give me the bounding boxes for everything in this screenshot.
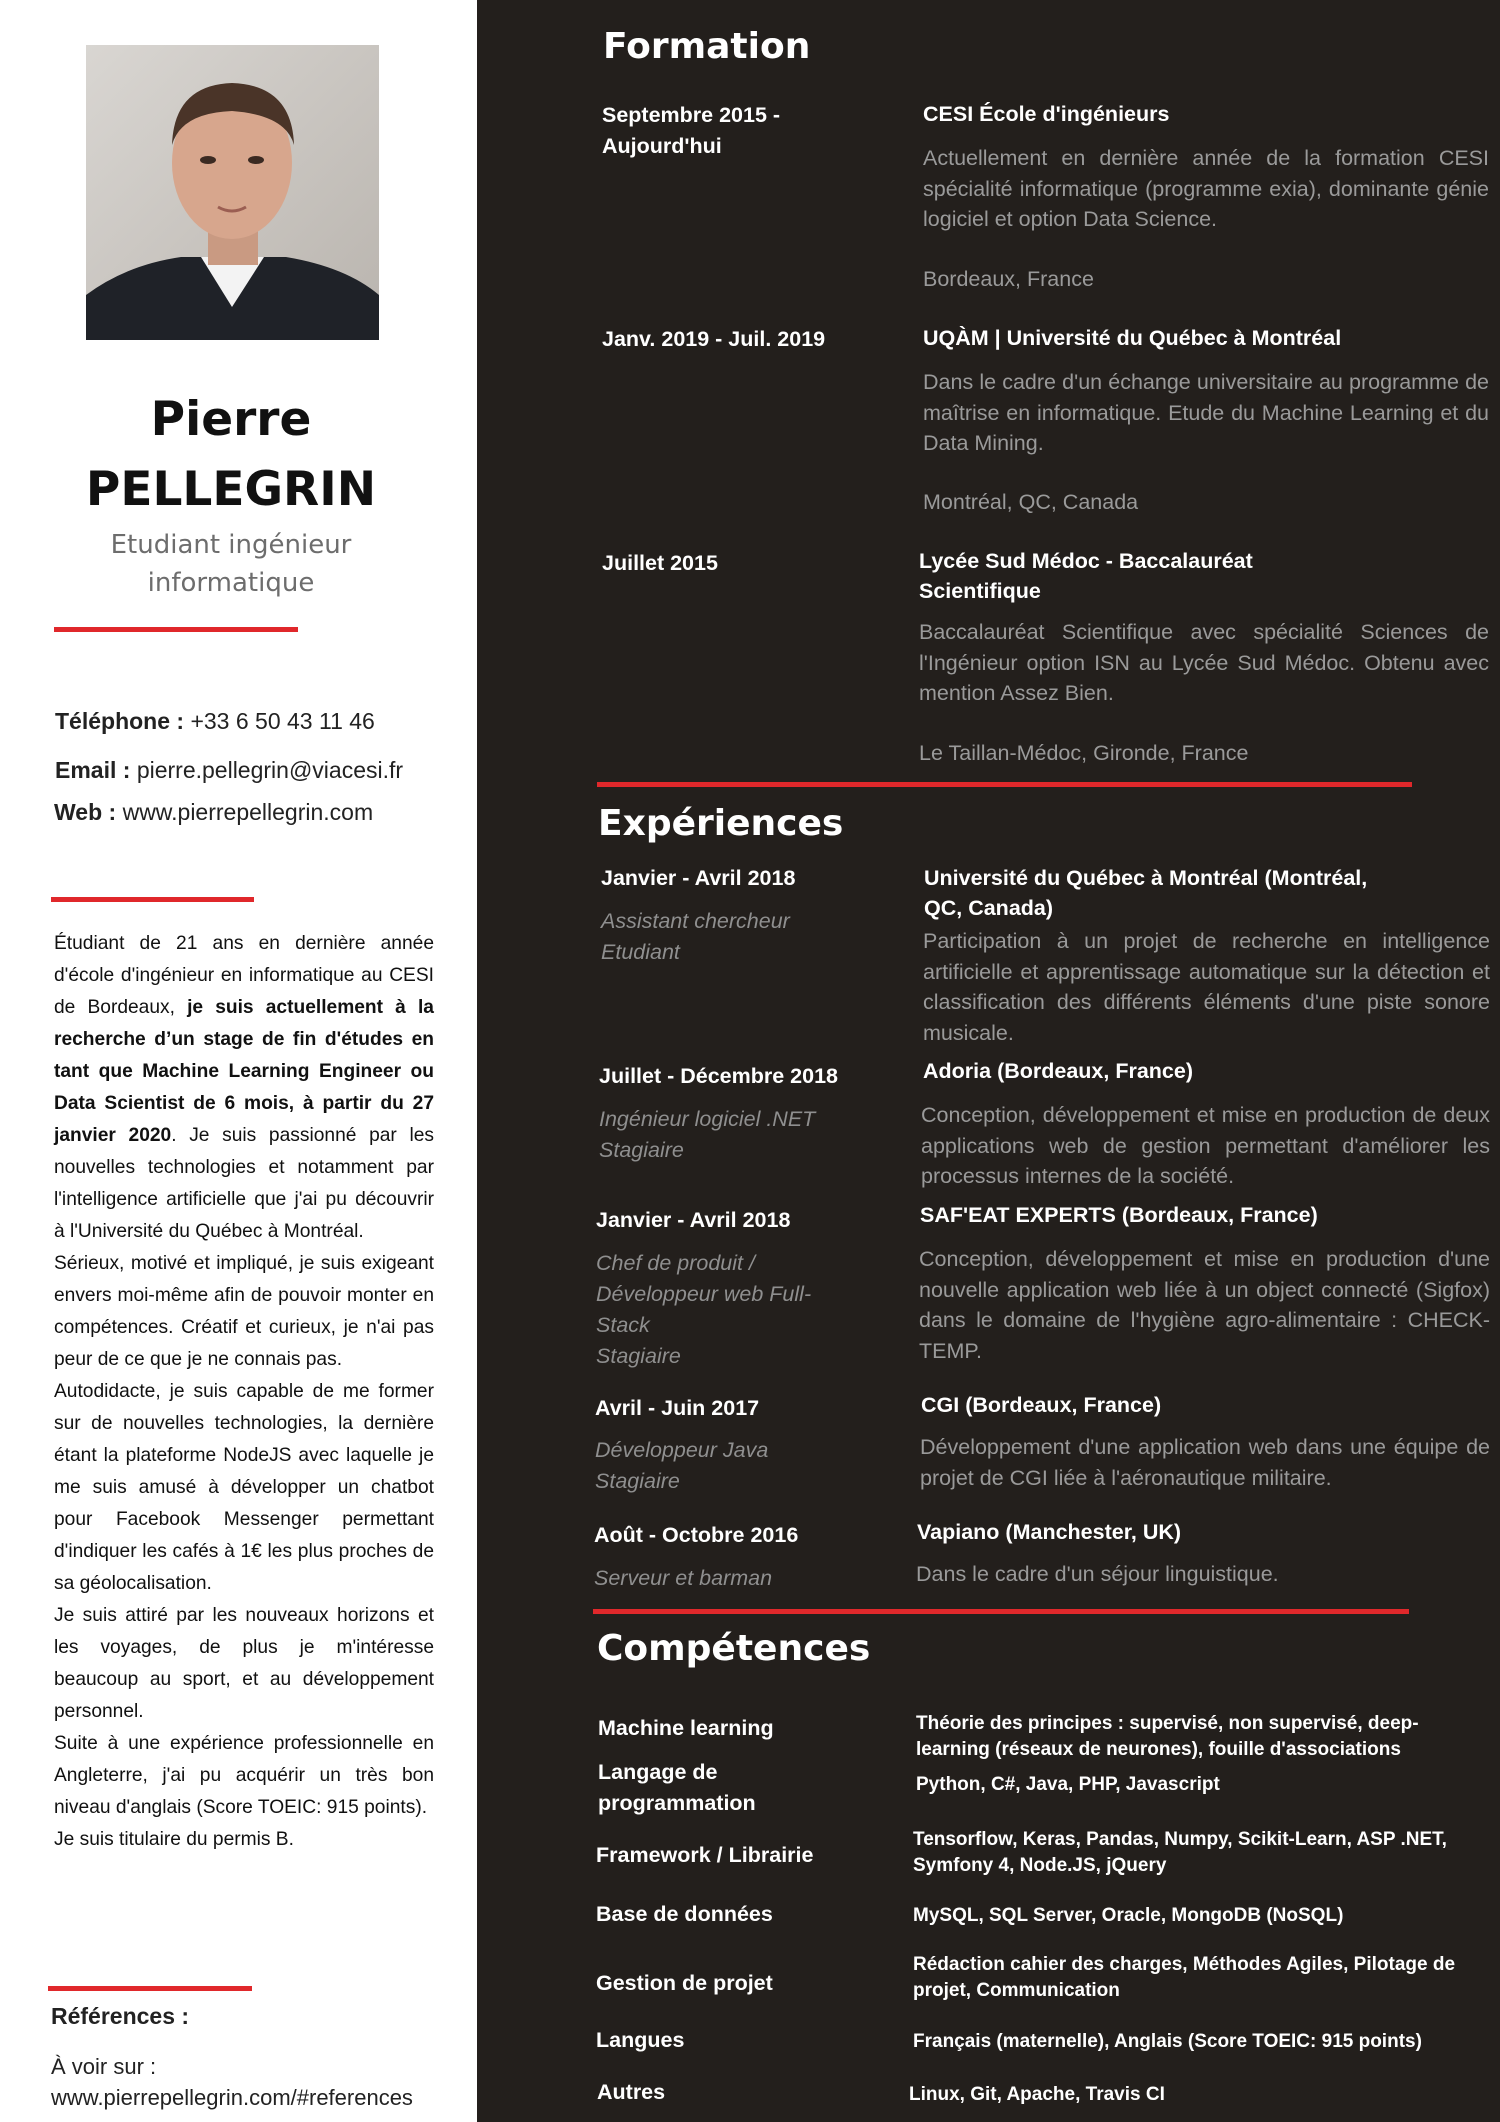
formation-institution: CESI École d'ingénieurs	[923, 102, 1170, 126]
skill-value: Python, C#, Java, PHP, Javascript	[916, 1774, 1220, 1795]
formation-location: Bordeaux, France	[923, 267, 1094, 291]
section-divider	[597, 782, 1412, 787]
skill-label: Machine learning	[598, 1716, 774, 1740]
skill-label: Langues	[596, 2028, 685, 2052]
skill-label: Autres	[597, 2080, 666, 2104]
formation-date: Septembre 2015 - Aujourd'hui	[602, 103, 781, 158]
formation-description: Actuellement en dernière année de la formation CESI spécialité informatique (programme exia), dominante génie logiciel et option Data Science.	[923, 146, 1489, 231]
skill-label: Langage de programmation	[598, 1760, 756, 1815]
formation-description: Baccalauréat Scientifique avec spécialité Sciences de l'Ingénieur option ISN au Lycée Sud Médoc. Obtenu avec mention Assez Bien.	[919, 620, 1489, 705]
references-title: Références :	[51, 2003, 190, 2029]
skill-value: MySQL, SQL Server, Oracle, MongoDB (NoSQL)	[913, 1905, 1344, 1926]
experience-description: Conception, développement et mise en production d'une nouvelle application web liée à un object connecté (Sigfox) dans le domaine de l'hygiène agro-alimentaire : CHECK-TEMP.	[919, 1247, 1490, 1363]
divider	[51, 897, 254, 902]
formation-institution: Lycée Sud Médoc - Baccalauréat Scientifique	[919, 549, 1253, 603]
profile-photo	[86, 45, 379, 340]
formation-description: Dans le cadre d'un échange universitaire au programme de maîtrise en informatique. Etude du Machine Learning et du Data Mining.	[923, 370, 1489, 455]
bio-paragraph: Je suis attiré par les nouveaux horizons et les voyages, de plus je m'intéresse beaucoup au sport, et au développement personnel.	[54, 1605, 434, 1722]
main-content	[477, 0, 1500, 2122]
web-link[interactable]: www.pierrepellegrin.com	[122, 799, 374, 825]
experience-description: Dans le cadre d'un séjour linguistique.	[916, 1562, 1279, 1586]
sidebar	[0, 0, 477, 2122]
experience-description: Conception, développement et mise en production de deux applications web de gestion permettant d'améliorer les processus internes de la société.	[921, 1103, 1490, 1188]
experience-role: Chef de produit / Développeur web Full- Stack Stagiaire	[596, 1251, 812, 1368]
experience-role: Développeur Java Stagiaire	[595, 1438, 769, 1493]
formation-date: Janv. 2019 - Juil. 2019	[602, 327, 826, 351]
email-label: Email :	[55, 757, 131, 783]
experience-date: Janvier - Avril 2018	[601, 866, 796, 890]
experience-role: Serveur et barman	[594, 1566, 773, 1590]
section-title-formation: Formation	[603, 26, 811, 67]
bio-paragraph: Autodidacte, je suis capable de me former sur de nouvelles technologies, la dernière étant la plateforme NodeJS avec laquelle je me suis amusé à développer un chatbot pour Facebook Messenger permettant d'indiquer les cafés à 1€ les plus proches de sa géolocalisation.	[54, 1381, 434, 1594]
job-title-line2: informatique	[147, 568, 315, 598]
skill-label: Framework / Librairie	[596, 1843, 814, 1867]
section-title-competences: Compétences	[597, 1628, 871, 1669]
divider	[48, 1986, 252, 1991]
experience-organization: SAF'EAT EXPERTS (Bordeaux, France)	[920, 1203, 1318, 1227]
experience-date: Juillet - Décembre 2018	[599, 1064, 839, 1088]
web-row	[54, 799, 373, 826]
phone-row	[55, 708, 375, 735]
formation-institution: UQÀM | Université du Québec à Montréal	[923, 326, 1342, 350]
skill-value: Tensorflow, Keras, Pandas, Numpy, Scikit-Learn, ASP .NET, Symfony 4, Node.JS, jQuery	[913, 1829, 1447, 1876]
experience-role: Ingénieur logiciel .NET Stagiaire	[599, 1107, 816, 1162]
skill-value: Rédaction cahier des charges, Méthodes Agiles, Pilotage de projet, Communication	[913, 1954, 1456, 2001]
experience-date: Août - Octobre 2016	[594, 1523, 799, 1547]
formation-date: Juillet 2015	[602, 551, 718, 575]
experience-date: Janvier - Avril 2018	[596, 1208, 791, 1232]
experience-organization: Vapiano (Manchester, UK)	[917, 1520, 1182, 1544]
web-label: Web :	[54, 799, 117, 825]
references-link[interactable]: www.pierrepellegrin.com/#references	[51, 2085, 413, 2110]
experience-organization: CGI (Bordeaux, France)	[921, 1393, 1162, 1417]
skill-value: Théorie des principes : supervisé, non supervisé, deep- learning (réseaux de neurones), fouille d'associations	[916, 1713, 1419, 1760]
experience-role: Assistant chercheur Etudiant	[601, 909, 790, 964]
first-name: Pierre	[150, 392, 312, 447]
skill-label: Base de données	[596, 1902, 773, 1926]
phone-label: Téléphone :	[55, 708, 185, 734]
experience-description: Développement d'une application web dans une équipe de projet de CGI liée à l'aéronautique militaire.	[920, 1435, 1490, 1490]
skill-value: Linux, Git, Apache, Travis CI	[909, 2084, 1165, 2105]
formation-location: Montréal, QC, Canada	[923, 490, 1139, 514]
email-row	[55, 757, 403, 784]
experience-date: Avril - Juin 2017	[595, 1396, 760, 1420]
skill-label: Gestion de projet	[596, 1971, 773, 1995]
bio-paragraph: Suite à une expérience professionnelle en Angleterre, j'ai pu acquérir un très bon niveau d'anglais (Score TOEIC: 915 points).	[54, 1733, 434, 1818]
bio-paragraph: Étudiant de 21 ans en dernière année d'école d'ingénieur en informatique au CESI de Bordeaux, je suis actuellement à la recherche d’un stage de fin d'études en tant que Machine Learning Engineer ou Data Scientist de 6 mois, à partir du 27 janvier 2020. Je suis passionné par les nouvelles technologies et notamment par l'intelligence artificielle que j'ai pu découvrir à l'Université du Québec à Montréal.	[54, 933, 434, 1242]
bio-paragraph: Sérieux, motivé et impliqué, je suis exigeant envers moi-même afin de pouvoir monter en compétences. Créatif et curieux, je n'ai pas peur de ce que je ne connais pas.	[54, 1253, 434, 1370]
experience-description: Participation à un projet de recherche en intelligence artificielle et apprentissage automatique sur la détection et classification des différents éléments d'une piste sonore musicale.	[923, 929, 1490, 1045]
job-title-line1: Etudiant ingénieur	[110, 530, 352, 560]
experience-organization: Adoria (Bordeaux, France)	[923, 1059, 1193, 1083]
last-name: PELLEGRIN	[85, 462, 377, 517]
formation-location: Le Taillan-Médoc, Gironde, France	[919, 741, 1249, 765]
section-title-experiences: Expériences	[598, 803, 844, 844]
skill-value: Français (maternelle), Anglais (Score TOEIC: 915 points)	[913, 2031, 1422, 2052]
section-divider	[593, 1609, 1409, 1614]
phone-value: +33 6 50 43 11 46	[190, 708, 375, 734]
experience-organization: Université du Québec à Montréal (Montréal, QC, Canada)	[924, 866, 1368, 920]
bio-paragraph: Je suis titulaire du permis B.	[54, 1829, 294, 1850]
divider	[54, 627, 298, 632]
email-link[interactable]: pierre.pellegrin@viacesi.fr	[136, 757, 404, 783]
bio	[54, 928, 434, 1856]
references-text: À voir sur : www.pierrepellegrin.com/#references	[51, 2051, 413, 2113]
